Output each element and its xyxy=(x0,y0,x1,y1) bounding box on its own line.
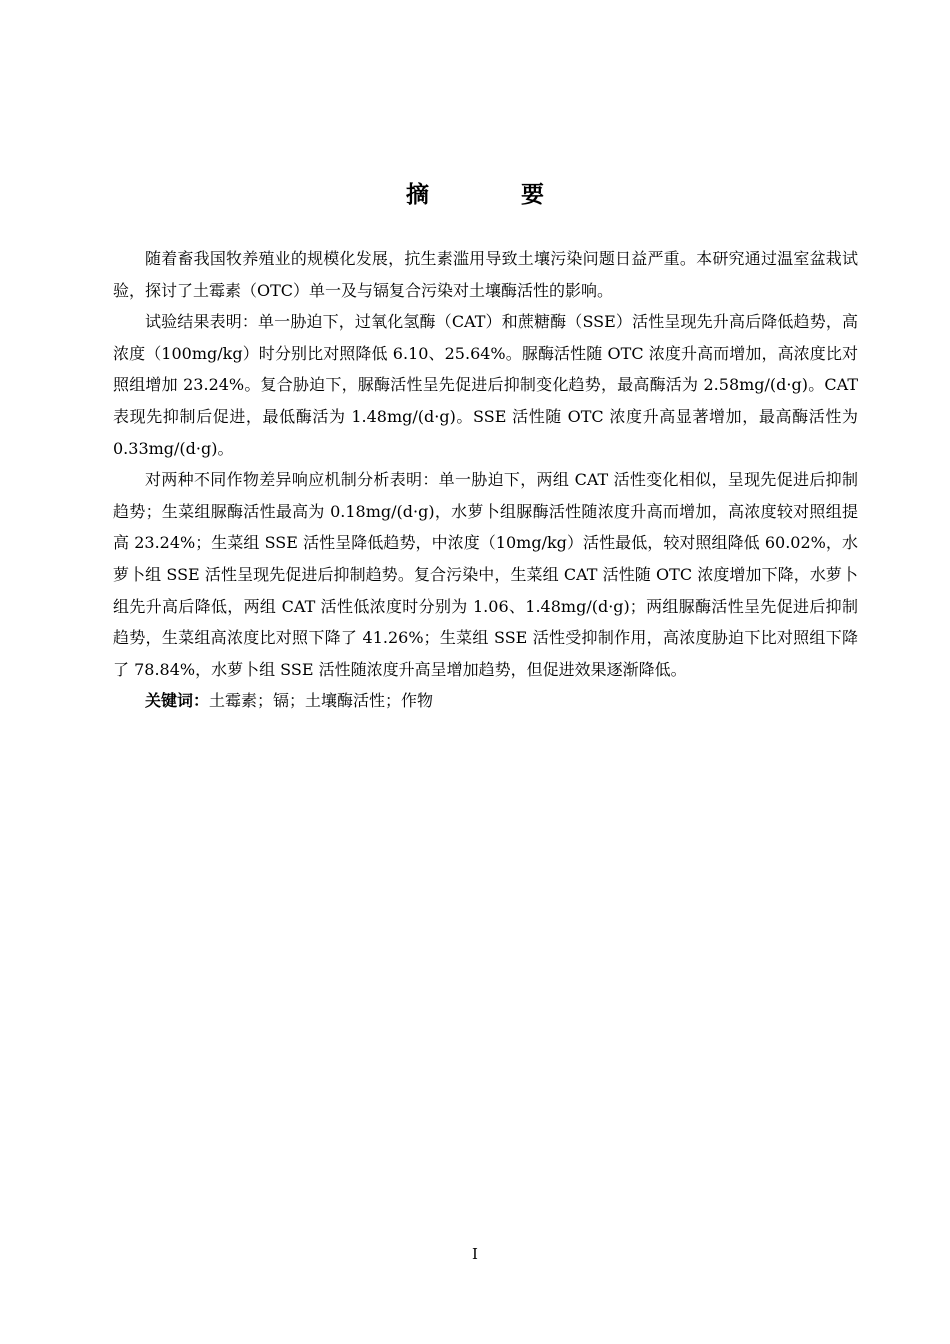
abstract-paragraph-results: 试验结果表明：单一胁迫下，过氧化氢酶（CAT）和蔗糖酶（SSE）活性呈现先升高后降低趋势，高浓度（100mg/kg）时分别比对照降低 6.10、25.64%。脲酶活性随 OTC 浓度升高而增加，高浓度比对照组增加 23.24%。复合胁迫下，脲酶活性呈先促进后抑制变化趋势，最高酶活为 2.58mg/(d·g)。CAT 表现先抑制后促进，最低酶活为 1.48mg/(d·g)。SSE 活性随 OTC 浓度升高显著增加，最高酶活性为 0.33mg/(d·g)。 xyxy=(113,312,858,458)
abstract-paragraph-intro: 随着畜我国牧养殖业的规模化发展，抗生素滥用导致土壤污染问题日益严重。本研究通过温室盆栽试验，探讨了土霉素（OTC）单一及与镉复合污染对土壤酶活性的影响。 xyxy=(113,249,858,300)
keywords-text: 土霉素；镉；土壤酶活性；作物 xyxy=(209,691,434,711)
abstract-body xyxy=(113,243,858,717)
keywords-label: 关键词： xyxy=(145,691,210,711)
keywords-line xyxy=(113,685,858,717)
abstract-title: 摘 要 xyxy=(405,181,586,208)
abstract-paragraph-mechanism: 对两种不同作物差异响应机制分析表明：单一胁迫下，两组 CAT 活性变化相似，呈现先促进后抑制趋势；生菜组脲酶活性最高为 0.18mg/(d·g)，水萝卜组脲酶活性随浓度升高而增加，高浓度较对照组提高 23.24%；生菜组 SSE 活性呈降低趋势，中浓度（10mg/kg）活性最低，较对照组降低 60.02%，水萝卜组 SSE 活性呈现先促进后抑制趋势。复合污染中，生菜组 CAT 活性随 OTC 浓度增加下降，水萝卜组先升高后降低，两组 CAT 活性低浓度时分别为 1.06、1.48mg/(d·g)；两组脲酶活性呈先促进后抑制趋势，生菜组高浓度比对照下降了 41.26%；生菜组 SSE 活性受抑制作用，高浓度胁迫下比对照组下降了 78.84%，水萝卜组 SSE 活性随浓度升高呈增加趋势，但促进效果逐渐降低。 xyxy=(113,470,858,679)
page-number: I xyxy=(472,1245,478,1263)
